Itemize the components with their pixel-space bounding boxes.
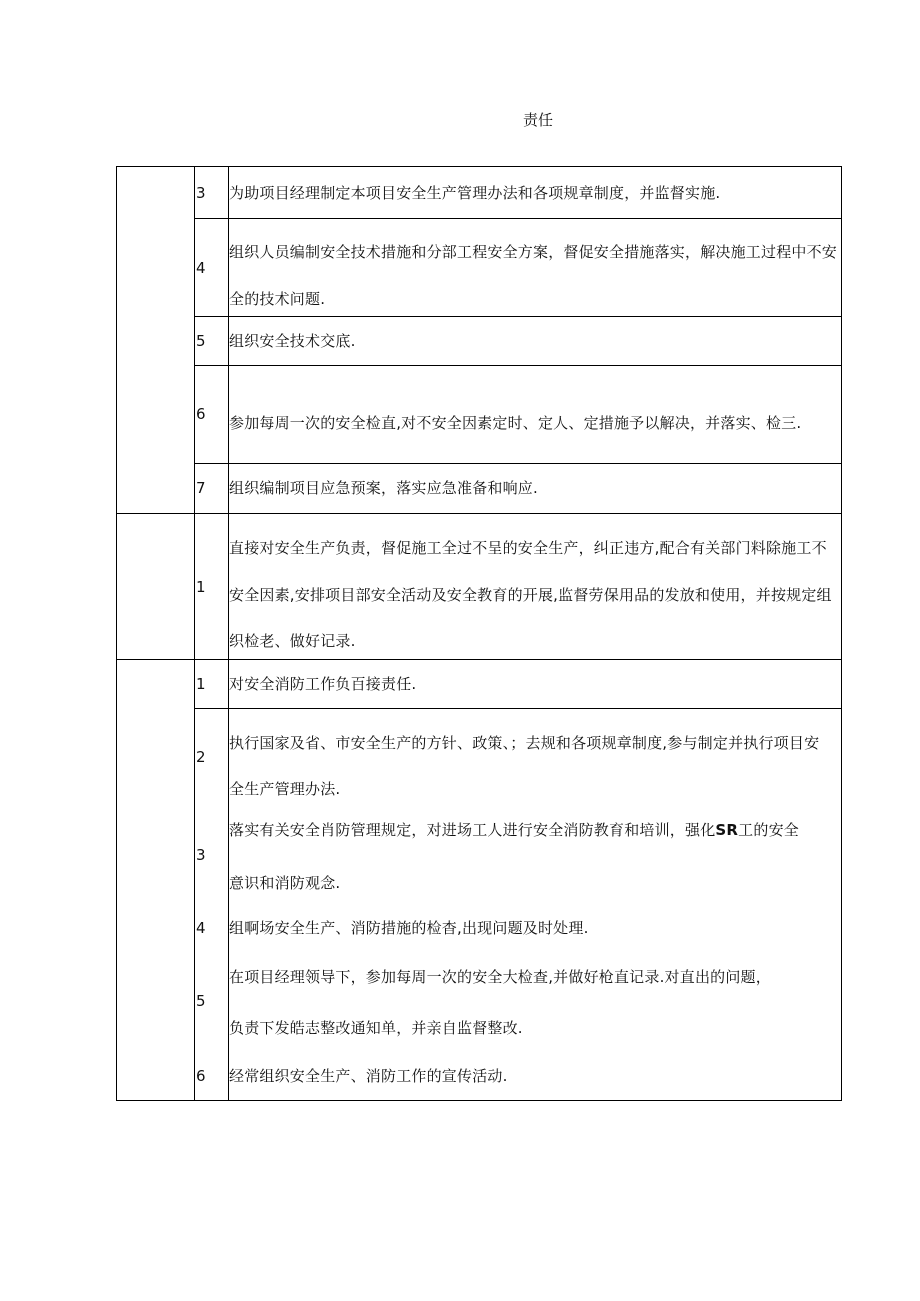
- item-text-line: 直接对安全生产负责，督促施工全过不呈的安全生产，纠正违方,配合有关部门料除施工不: [229, 539, 827, 557]
- item-number: 6: [196, 405, 206, 423]
- item-text-line: 全的技术问题.: [229, 290, 326, 308]
- text-cell: [229, 660, 841, 708]
- table-row: [195, 365, 841, 463]
- item-text-line: 执行国家及省、市安全生产的方针、政策、；去规和各项规章制度,参与制定并执行项目安: [229, 734, 820, 752]
- table-row: [195, 463, 841, 513]
- number-cell: [195, 366, 229, 463]
- number-cell: [195, 709, 229, 1100]
- responsibility-table: [116, 166, 842, 1101]
- role-cell: [117, 660, 195, 1100]
- item-text-line: [229, 820, 799, 840]
- item-number: 2: [196, 748, 206, 766]
- item-text-segment: 工的安全: [738, 821, 799, 839]
- text-cell: [229, 317, 841, 365]
- item-text-line: 在项目经理领导下，参加每周一次的安全大检查,并做好枪直记录.对直出的问题，: [229, 968, 771, 986]
- document-title: 责任: [523, 111, 554, 129]
- number-cell: [195, 660, 229, 708]
- item-number: 6: [196, 1067, 206, 1085]
- responsibility-group: [117, 659, 841, 1100]
- role-cell: [117, 514, 195, 659]
- table-row: [195, 316, 841, 365]
- responsibility-group: [117, 513, 841, 659]
- item-text-line: 组织人员编制安全技术措施和分部工程安全方案，督促安全措施落实，解决施工过程中不安: [229, 243, 838, 261]
- item-text-line: 对安全消防工作负百接责任.: [229, 675, 417, 693]
- table-row: [195, 660, 841, 708]
- item-text-line: 经常组织安全生产、消防工作的宣传活动.: [229, 1067, 508, 1085]
- item-number: 7: [196, 479, 206, 497]
- item-text-line: 组啊场安全生产、消防措施的检杳,出现问题及时处理.: [229, 919, 589, 937]
- item-number: 5: [196, 332, 206, 350]
- table-row: [195, 514, 841, 659]
- item-text-line: 为助项目经理制定本项目安全生产管理办法和各项规章制度，并监督实施.: [229, 184, 721, 202]
- table-row: [195, 708, 841, 1100]
- item-number: 3: [196, 184, 206, 202]
- item-number: 4: [196, 919, 206, 937]
- item-text-line: 参加每周一次的安全检直,对不安全因素定时、定人、定措施予以解决，并落实、检三.: [229, 414, 802, 432]
- item-number: 3: [196, 846, 206, 864]
- item-text-line: 安全因素,安排项目部安全活动及安全教育的开展,监督劳保用品的发放和使用，并按规定组: [229, 586, 832, 604]
- item-text-line: 组织安全技术交底.: [229, 332, 356, 350]
- table-row: [195, 218, 841, 316]
- text-cell: [229, 514, 841, 659]
- item-text-line: 全生产管理办法.: [229, 780, 341, 798]
- item-number: 1: [196, 675, 206, 693]
- item-number: 4: [196, 259, 206, 277]
- responsibility-group: [117, 167, 841, 513]
- item-text-line: 织检老、做好记录.: [229, 632, 356, 650]
- table-row: [195, 167, 841, 218]
- text-cell: [229, 709, 841, 1100]
- text-cell: [229, 366, 841, 463]
- item-text-line: 意识和消防观念.: [229, 874, 341, 892]
- item-number: 5: [196, 992, 206, 1010]
- item-text-line: 组织编制项目应急预案，落实应急准备和响应.: [229, 479, 538, 497]
- text-cell: [229, 219, 841, 316]
- item-text-segment: 落实有关安全肖防管理规定，对进场工人进行安全消防教育和培训，强化: [229, 821, 716, 839]
- number-cell: [195, 167, 229, 218]
- role-cell: [117, 167, 195, 513]
- item-text-line: 负责下发皓志整改通知单，并亲自监督整改.: [229, 1019, 523, 1037]
- text-cell: [229, 464, 841, 513]
- number-cell: [195, 464, 229, 513]
- item-text-bold-segment: SR: [715, 821, 739, 839]
- item-number: 1: [196, 578, 206, 596]
- text-cell: [229, 167, 841, 218]
- number-cell: [195, 317, 229, 365]
- number-cell: [195, 514, 229, 659]
- number-cell: [195, 219, 229, 316]
